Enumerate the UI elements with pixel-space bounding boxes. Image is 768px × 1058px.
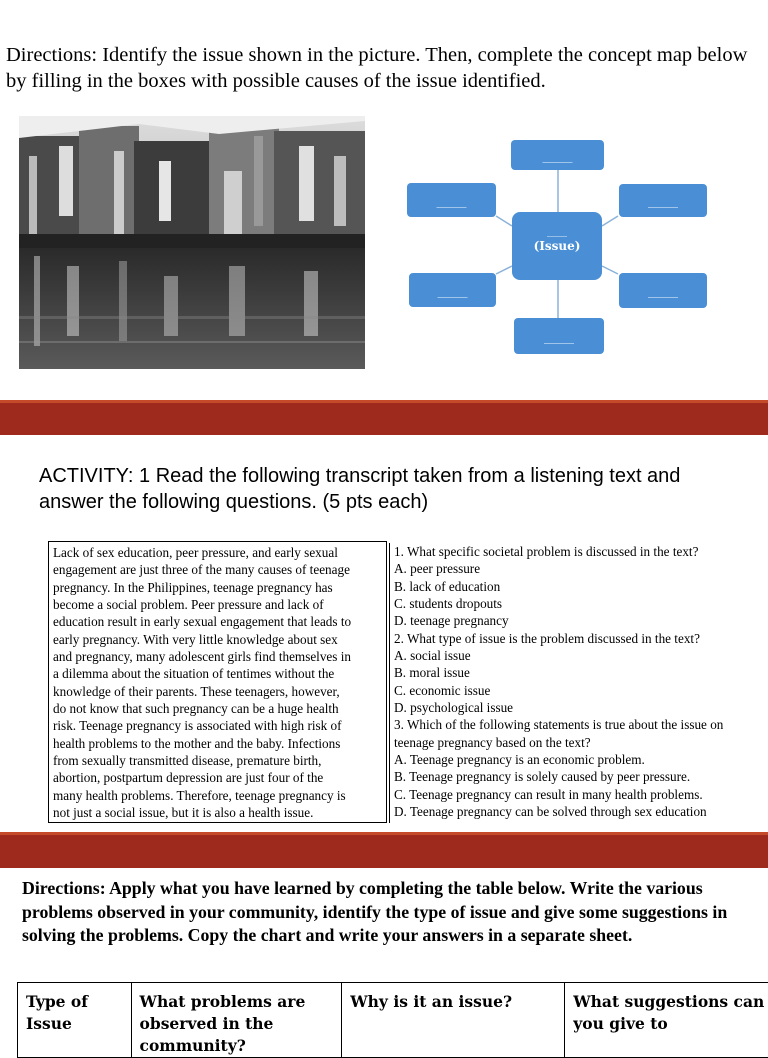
passage-line: knowledge of their parents. These teenagers, however,: [53, 683, 381, 700]
passage-line: health problems to the mother and the baby. Infections: [53, 735, 381, 752]
question-2-option-b: B. moral issue: [394, 664, 768, 681]
question-3-option-a: A. Teenage pregnancy is an economic problem.: [394, 751, 768, 768]
slum-photo: [19, 116, 365, 369]
passage-line: pregnancy. In the Philippines, teenage pregnancy has: [53, 579, 381, 596]
divider-band-top: [0, 400, 768, 435]
question-1-option-a: A. peer pressure: [394, 560, 768, 577]
answer-table: [17, 982, 768, 1058]
concept-map-center-box: [512, 212, 602, 280]
concept-map-upper-right-box: _____: [619, 184, 707, 217]
concept-map-bottom-box: _____: [514, 318, 604, 354]
question-2: 2. What type of issue is the problem discussed in the text?: [394, 630, 768, 647]
passage-line: engagement are just three of the many causes of teenage: [53, 561, 381, 578]
activity-title: ACTIVITY: 1 Read the following transcript taken from a listening text and answer the following questions. (5 pts each): [39, 463, 739, 515]
header-why-issue: Why is it an issue?: [342, 983, 565, 1058]
table-header-row: [18, 983, 768, 1058]
question-2-option-a: A. social issue: [394, 647, 768, 664]
passage-line: become a social problem. Peer pressure and lack of: [53, 596, 381, 613]
question-1-option-b: B. lack of education: [394, 578, 768, 595]
passage-line: education result in early sexual engagement that leads to: [53, 613, 381, 630]
concept-map-top-box: _____: [511, 140, 604, 170]
directions-text: Directions: Identify the issue shown in the picture. Then, complete the concept map below by filling in the boxes with possible causes of the issue identified.: [6, 42, 756, 94]
question-3-continued: teenage pregnancy based on the text?: [394, 734, 768, 751]
passage-line: Lack of sex education, peer pressure, and early sexual: [53, 544, 381, 561]
concept-map-center-blank: ____: [512, 226, 602, 238]
passage-line: and pregnancy, many adolescent girls find themselves in: [53, 648, 381, 665]
question-1-option-c: C. students dropouts: [394, 595, 768, 612]
passage-line: do not know that such pregnancy can be a huge health: [53, 700, 381, 717]
divider-band-bottom: [0, 832, 768, 868]
passage-line: not just a social issue, but it is also a health issue.: [53, 804, 381, 821]
question-3-option-b: B. Teenage pregnancy is solely caused by peer pressure.: [394, 768, 768, 785]
header-problems-observed: What problems are observed in the community?: [131, 983, 342, 1058]
directions-application: Directions: Apply what you have learned by completing the table below. Write the various problems observed in your community, identify the type of issue and give some suggestions in solving the problems. Copy the chart and write your answers in a separate sheet.: [22, 877, 742, 948]
concept-map-center-label: (Issue): [512, 238, 602, 254]
concept-map-lower-left-box: _____: [409, 273, 496, 307]
question-3-option-d: D. Teenage pregnancy can be solved through sex education: [394, 803, 768, 820]
passage-line: from sexually transmitted disease, premature birth,: [53, 752, 381, 769]
passage-line: early pregnancy. With very little knowledge about sex: [53, 631, 381, 648]
concept-map-lower-right-box: _____: [619, 273, 707, 308]
question-3: 3. Which of the following statements is true about the issue on: [394, 716, 768, 733]
question-1: 1. What specific societal problem is discussed in the text?: [394, 543, 768, 560]
questions-list: [389, 543, 768, 823]
question-3-option-c: C. Teenage pregnancy can result in many health problems.: [394, 786, 768, 803]
passage-line: a dilemma about the situation of tentimes without the: [53, 665, 381, 682]
question-2-option-d: D. psychological issue: [394, 699, 768, 716]
transcript-passage: [48, 541, 387, 823]
question-2-option-c: C. economic issue: [394, 682, 768, 699]
passage-line: abortion, postpartum depression are just four of the: [53, 769, 381, 786]
question-1-option-d: D. teenage pregnancy: [394, 612, 768, 629]
header-type-of-issue: Type of Issue: [18, 983, 132, 1058]
header-suggestions: What suggestions can you give to: [565, 983, 768, 1058]
slum-photo-drawing: [19, 116, 365, 369]
passage-line: risk. Teenage pregnancy is associated with high risk of: [53, 717, 381, 734]
concept-map: [400, 130, 720, 365]
concept-map-upper-left-box: _____: [407, 183, 496, 217]
passage-line: many health problems. Therefore, teenage pregnancy is: [53, 787, 381, 804]
